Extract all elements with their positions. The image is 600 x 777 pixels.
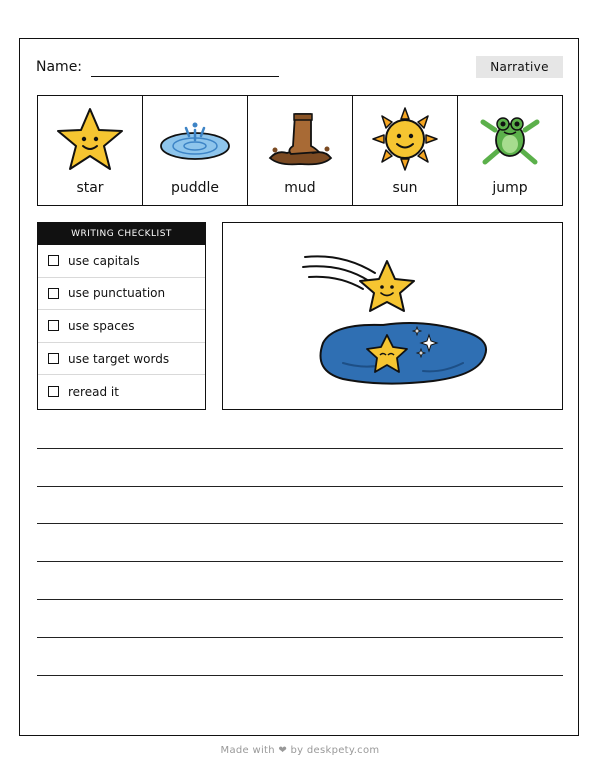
word-label: star bbox=[76, 180, 104, 196]
word-cell-jump bbox=[458, 96, 562, 205]
word-label: puddle bbox=[170, 180, 220, 196]
story-picture bbox=[222, 222, 563, 410]
checklist-item[interactable] bbox=[38, 375, 205, 408]
name-field-line[interactable] bbox=[91, 76, 279, 77]
writing-line[interactable] bbox=[37, 486, 563, 487]
checkbox[interactable] bbox=[48, 320, 59, 331]
word-cell-mud bbox=[248, 96, 353, 205]
checkbox[interactable] bbox=[48, 386, 59, 397]
star-icon bbox=[55, 106, 125, 172]
checklist-item[interactable] bbox=[38, 310, 205, 343]
checklist-title: WRITING CHECKLIST bbox=[38, 223, 205, 245]
checklist-item[interactable] bbox=[38, 278, 205, 311]
writing-checklist bbox=[37, 222, 206, 410]
writing-line[interactable] bbox=[37, 561, 563, 562]
sun-icon bbox=[370, 106, 440, 172]
checklist-item[interactable] bbox=[38, 343, 205, 376]
genre-tag: Narrative bbox=[476, 56, 563, 78]
checkbox[interactable] bbox=[48, 288, 59, 299]
word-label: mud bbox=[284, 180, 316, 196]
word-cell-sun bbox=[353, 96, 458, 205]
word-label: jump bbox=[492, 180, 528, 196]
checklist-item-label: reread it bbox=[68, 384, 119, 399]
checklist-item-label: use capitals bbox=[68, 253, 140, 268]
word-bank bbox=[37, 95, 563, 206]
checkbox[interactable] bbox=[48, 255, 59, 266]
shooting-star-into-puddle-illustration bbox=[223, 223, 561, 408]
writing-line[interactable] bbox=[37, 599, 563, 600]
name-label: Name: bbox=[36, 59, 83, 75]
writing-line[interactable] bbox=[37, 675, 563, 676]
checkbox[interactable] bbox=[48, 353, 59, 364]
puddle-icon bbox=[155, 106, 235, 172]
writing-line[interactable] bbox=[37, 523, 563, 524]
word-label: sun bbox=[392, 180, 418, 196]
checklist-item-label: use punctuation bbox=[68, 286, 166, 301]
checklist-item-label: use target words bbox=[68, 351, 170, 366]
writing-line[interactable] bbox=[37, 637, 563, 638]
checklist-item[interactable] bbox=[38, 245, 205, 278]
footer-credit: Made with ❤ by deskpety.com bbox=[220, 745, 380, 756]
checklist-item-label: use spaces bbox=[68, 318, 135, 333]
writing-line[interactable] bbox=[37, 448, 563, 449]
boot-in-mud-icon bbox=[265, 106, 335, 172]
frog-icon bbox=[475, 106, 545, 172]
word-cell-puddle bbox=[143, 96, 248, 205]
word-cell-star bbox=[38, 96, 143, 205]
